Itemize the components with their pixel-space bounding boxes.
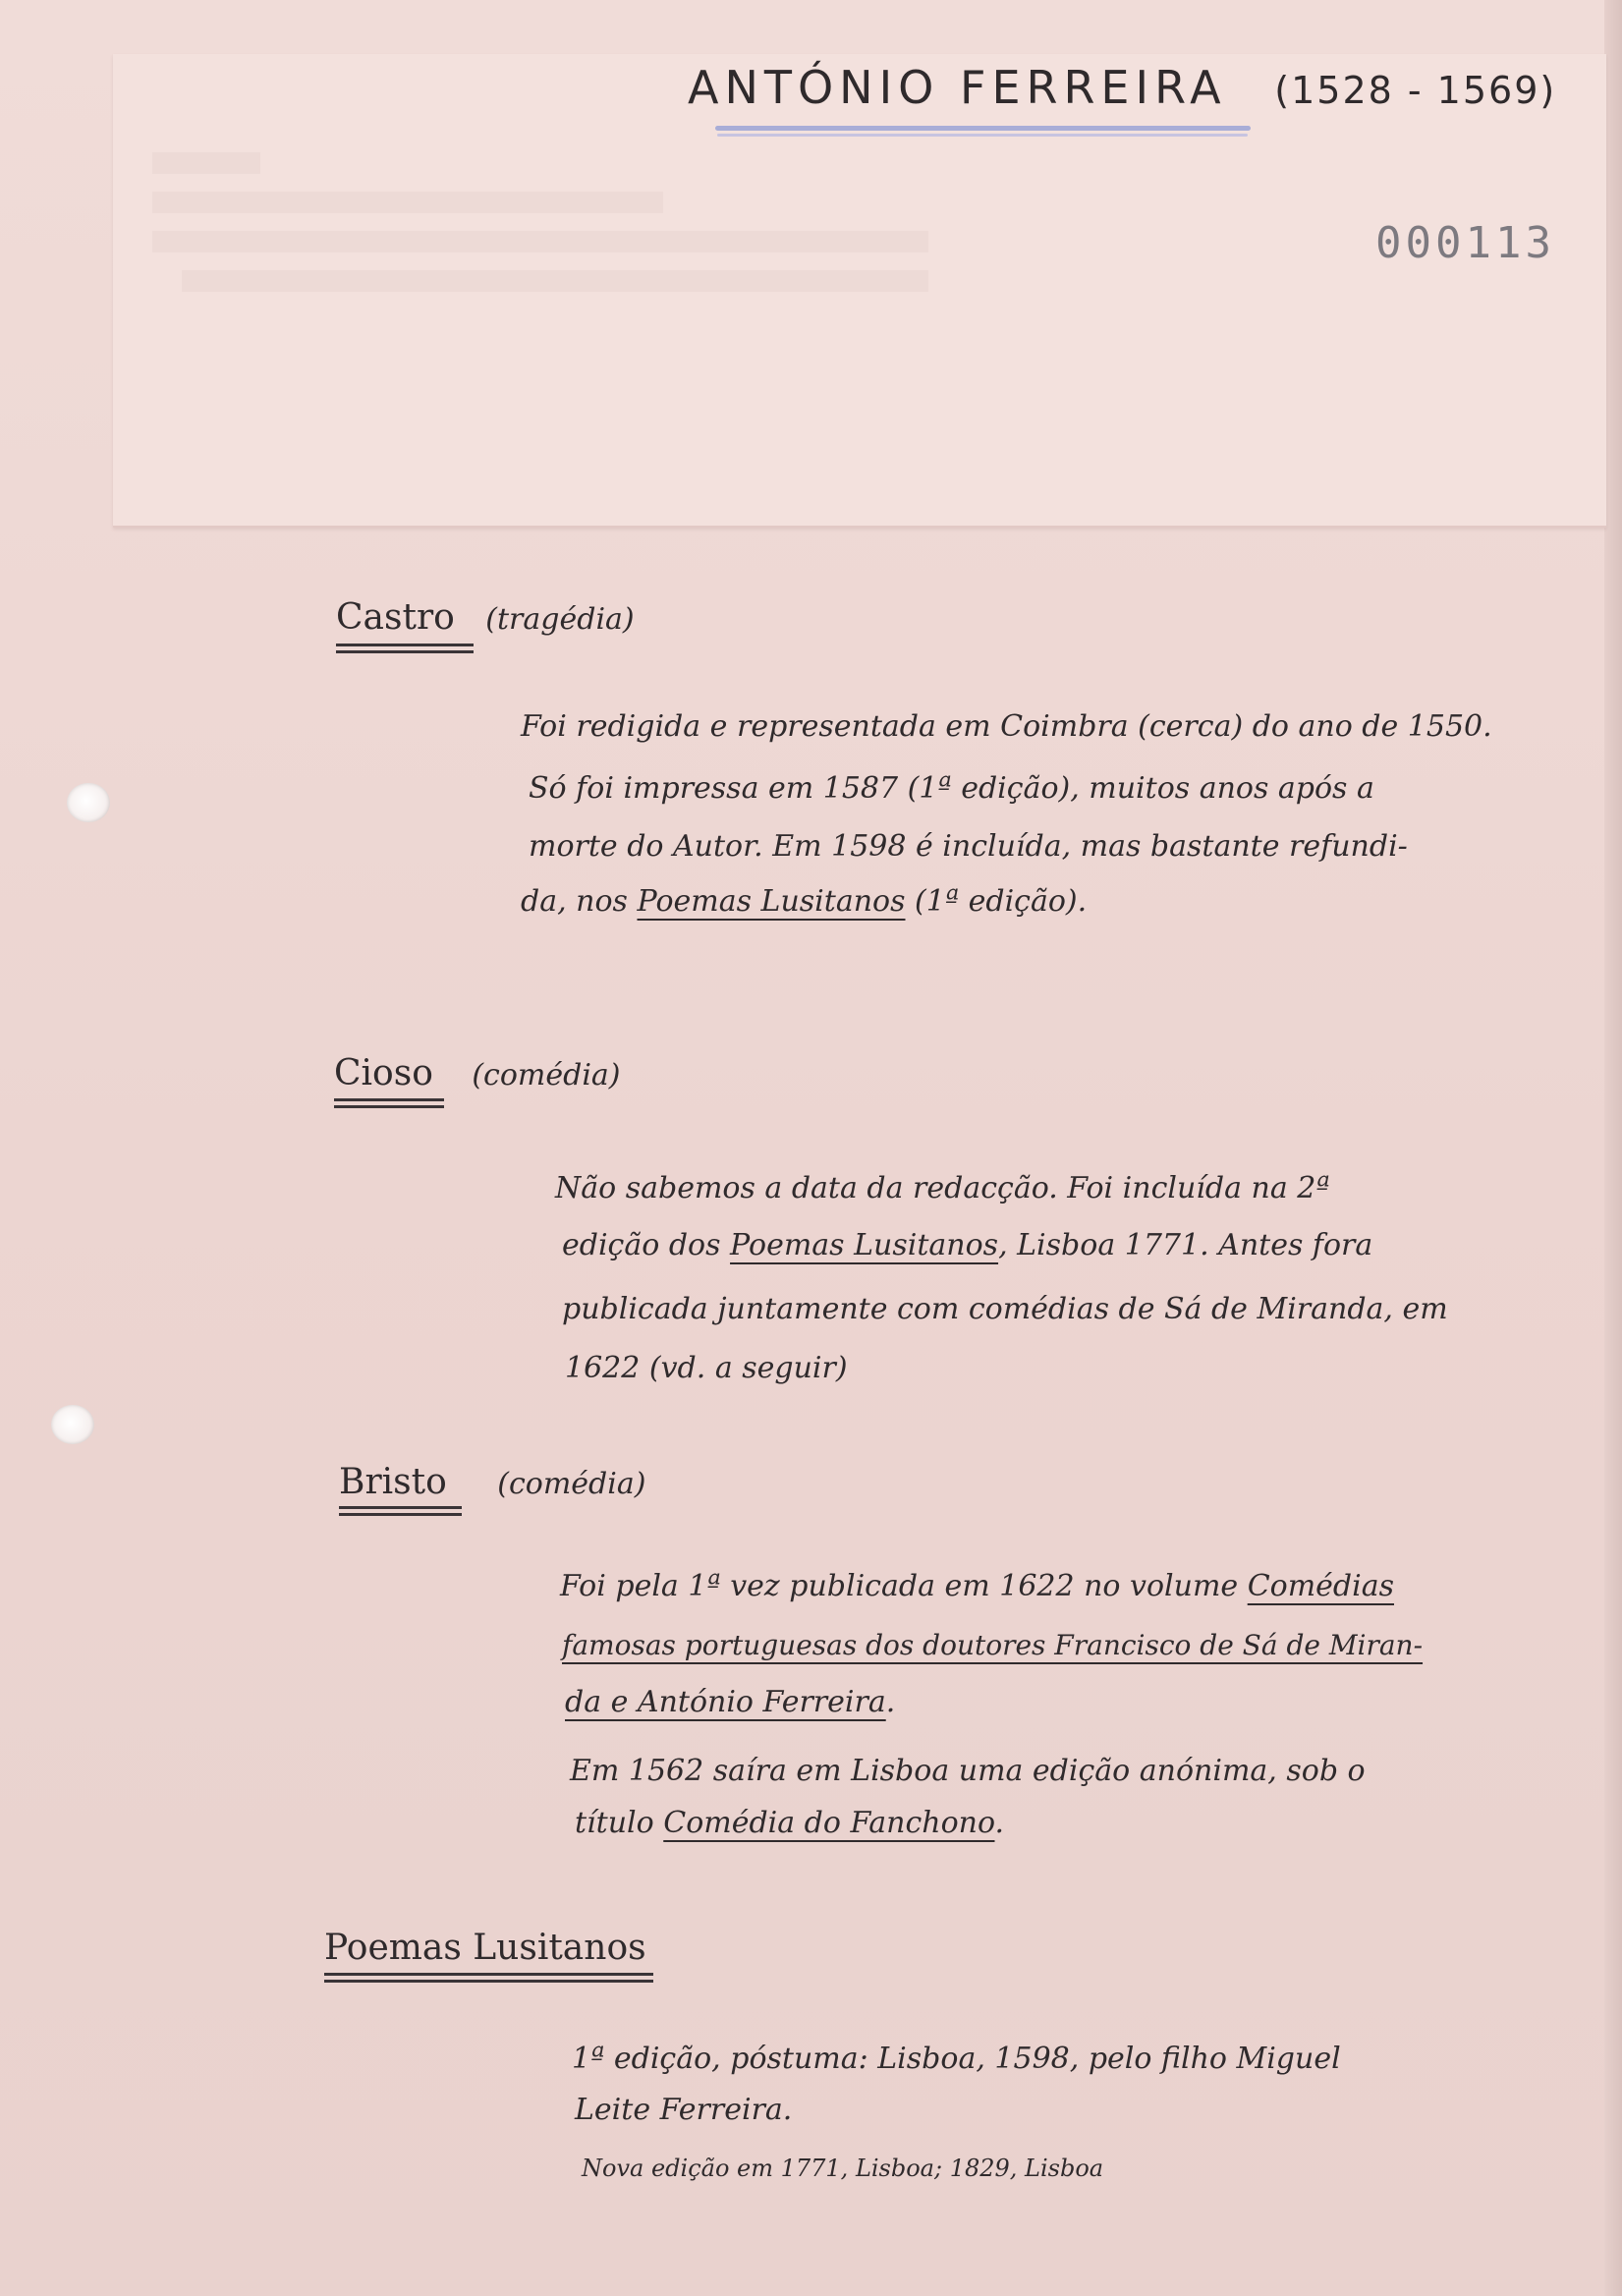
castro-line-2: Só foi impressa em 1587 (1ª edição), muitos anos após a [529, 771, 1374, 806]
heading-underline [324, 1973, 653, 1976]
bristo-line-1: Foi pela 1ª vez publicada em 1622 no volume Comédias [560, 1569, 1394, 1603]
work-reference: Comédia do Fanchono [663, 1806, 995, 1840]
show-through-text [152, 231, 928, 252]
work-reference: famosas portuguesas dos doutores Francisco de Sá de Miran- [562, 1629, 1424, 1661]
work-title: Bristo [339, 1462, 447, 1502]
show-through-text [152, 152, 260, 174]
work-genre: (comédia) [472, 1058, 621, 1092]
heading-underline [339, 1506, 462, 1509]
work-title: Poemas Lusitanos [324, 1928, 646, 1968]
cioso-line-1: Não sabemos a data da redacção. Foi incluída na 2ª [555, 1171, 1330, 1205]
bristo-line-2 [562, 1629, 1423, 1661]
heading-underline [339, 1513, 462, 1516]
title-underline [715, 126, 1251, 131]
poemas-line-2: Leite Ferreira. [575, 2093, 793, 2127]
heading-underline [336, 644, 474, 646]
author-name: ANTÓNIO FERREIRA [688, 61, 1227, 114]
heading-underline [334, 1105, 444, 1108]
work-reference: da e António Ferreira [565, 1685, 886, 1719]
heading-underline [324, 1980, 653, 1983]
work-reference: Comédias [1247, 1569, 1394, 1603]
section-heading-poemas-lusitanos [324, 1928, 646, 1968]
poemas-line-3: Nova edição em 1771, Lisboa; 1829, Lisboa [582, 2155, 1104, 2182]
work-title: Castro [336, 597, 455, 638]
bristo-line-4: Em 1562 saíra em Lisboa uma edição anónima, sob o [570, 1754, 1366, 1788]
castro-line-1: Foi redigida e representada em Coimbra (cerca) do ano de 1550. [521, 709, 1492, 744]
cioso-line-4: 1622 (vd. a seguir) [565, 1351, 848, 1385]
bristo-line-5: título Comédia do Fanchono. [575, 1806, 1005, 1840]
punch-hole-top [67, 783, 110, 822]
cioso-line-2: edição dos Poemas Lusitanos, Lisboa 1771. Antes fora [562, 1228, 1373, 1262]
work-genre: (comédia) [497, 1467, 646, 1501]
section-heading-cioso [334, 1053, 621, 1093]
author-dates: (1528 - 1569) [1274, 69, 1557, 112]
card-edge [1604, 0, 1622, 2296]
castro-line-4: da, nos Poemas Lusitanos (1ª edição). [521, 884, 1088, 919]
work-genre: (tragédia) [485, 602, 635, 637]
poemas-line-1: 1ª edição, póstuma: Lisboa, 1598, pelo filho Miguel [572, 2042, 1341, 2076]
archive-stamp-number: 000113 [1375, 218, 1555, 268]
punch-hole-bottom [51, 1405, 94, 1444]
section-heading-bristo [339, 1462, 645, 1502]
show-through-text [152, 192, 663, 213]
bristo-line-3: da e António Ferreira. [565, 1685, 896, 1719]
work-title: Cioso [334, 1053, 433, 1093]
cioso-line-3: publicada juntamente com comédias de Sá de Miranda, em [562, 1292, 1448, 1326]
work-reference: Poemas Lusitanos [637, 884, 906, 919]
work-reference: Poemas Lusitanos [730, 1228, 999, 1262]
author-title [688, 61, 1556, 114]
castro-line-3: morte do Autor. Em 1598 é incluída, mas bastante refundi- [529, 829, 1408, 864]
heading-underline [334, 1098, 444, 1101]
section-heading-castro [336, 597, 635, 638]
show-through-text [182, 270, 928, 292]
heading-underline [336, 650, 474, 653]
title-underline [717, 134, 1248, 137]
